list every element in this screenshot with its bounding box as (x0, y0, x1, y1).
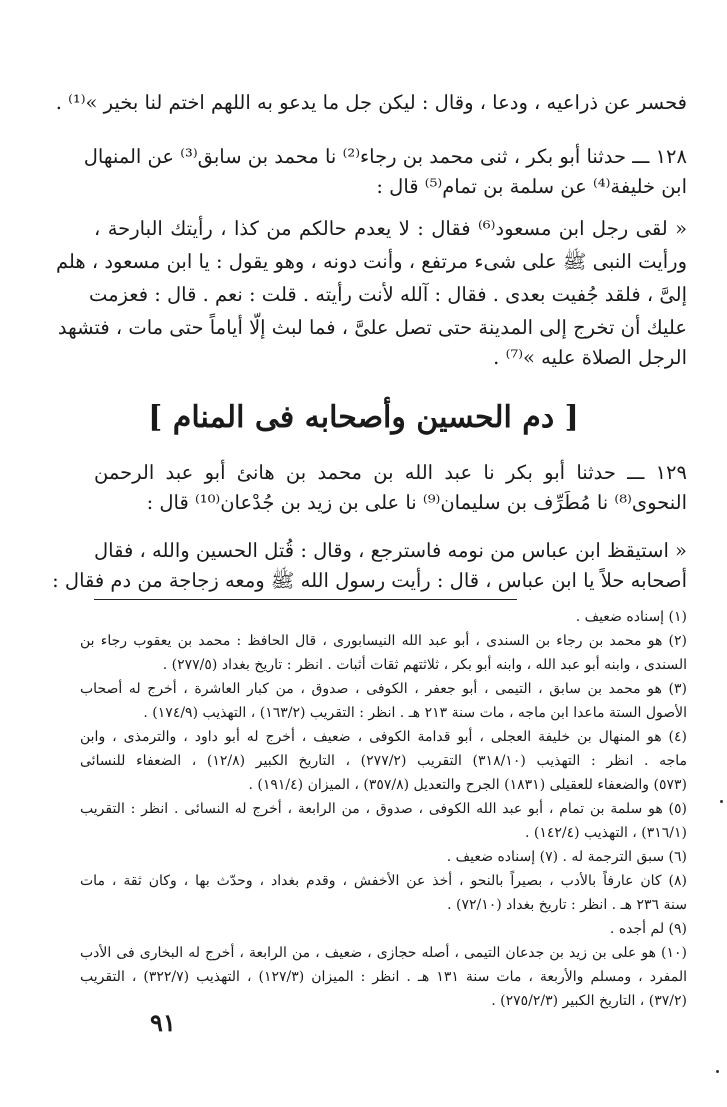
hadith-129-text-line-1: « استيقظ ابن عباس من نومه فاسترجع ، وقال : قُتل الحسين والله ، فقال (94, 539, 687, 562)
footnote-5-line-1: (٥) هو سلمة بن تمام ، أبو عبد الله الكوفى ، صدوق ، من الرابعة ، أخرج له النسائى . انظر : التقريب (80, 801, 687, 817)
footnote-4-line-2: ماجه . انظر : التهذيب (٣١٨/١٠) التقريب (٢٧٧/٢) ، التاريخ الكبير (١٢/٨) ، الضعفاء للنسائى (80, 753, 688, 769)
section-title: [ دم الحسين وأصحابه فى المنام ] (148, 400, 579, 435)
footnote-9: (٩) لم أجده . (609, 921, 687, 937)
footnote-4-line-1: (٤) هو المنهال بن خليفة العجلى ، أبو قدامة الكوفى ، ضعيف ، أخرج له أبو داود ، والترمذى ، وابن (80, 729, 687, 745)
footnote-10-line-1: (١٠) هو على بن زيد بن جدعان التيمى ، أصله حجازى ، ضعيف ، من الرابعة ، أخرج له البخارى فى الأدب (80, 945, 687, 961)
footnote-3-line-2: الأصول الستة ماعدا ابن ماجه ، مات سنة ٢١٣ هـ . انظر : التقريب (١٦٣/٢) ، التهذيب (١٧٤/٩) . (143, 705, 687, 721)
footnote-separator (94, 599, 517, 600)
footnote-10-line-2: المفرد ، ومسلم والأربعة ، مات سنة ١٣١ هـ . انظر : الميزان (١٢٧/٣) ، التهذيب (٣٢٢/٧) ، التقريب (80, 969, 687, 985)
hadith-129-text-line-2: أصحابه حلاً يا ابن عباس ، قال : رأيت رسول الله ﷺ ومعه زجاجة من دم فقال : (52, 569, 687, 592)
footnote-4-line-3: (٥٧٣) والضعفاء للعقيلى (١٨٣١) الجرح والتعديل (٣٥٧/٨) ، الميزان (١٩١/٤) . (248, 777, 687, 793)
hadith-128-line-2: ابن خليفة⁽⁴⁾ عن سلمة بن تمام⁽⁵⁾ قال : (376, 175, 687, 198)
hadith-129-line-2: النحوى⁽⁸⁾ نا مُطَرِّف بن سليمان⁽⁹⁾ نا على بن زيد بن جُدْعان⁽¹⁰⁾ قال : (146, 491, 687, 514)
page-number: ٩١ (150, 1008, 176, 1037)
footnote-8-line-1: (٨) كان عارفاً بالأدب ، بصيراً بالنحو ، أخذ عن الأخفش ، وقدم بغداد ، وحدّث بها ، وكان ثقة ، مات (80, 873, 687, 889)
hadith-128-line-1: ١٢٨ ـــ حدثنا أبو بكر ، ثنى محمد بن رجاء⁽²⁾ نا محمد بن سابق⁽³⁾ عن المنهال (83, 145, 687, 168)
scan-speck (720, 800, 723, 803)
hadith-128-text-line-3: إلىَّ ، فلقد جُفيت بعدى . فقال : آلله لأنت رأيته . قلت : نعم . قال : فعزمت (88, 283, 687, 306)
text-line-1: فحسر عن ذراعيه ، ودعا ، وقال : ليكن جل ما يدعو به اللهم اختم لنا بخير »⁽¹⁾ . (55, 91, 687, 114)
scan-speck (716, 1070, 719, 1073)
footnote-3-line-1: (٣) هو محمد بن سابق ، التيمى ، أبو جعفر ، الكوفى ، صدوق ، من كبار العاشرة ، أخرج له أصحاب (80, 681, 687, 697)
hadith-128-text-line-4: عليك أن تخرج إلى المدينة حتى تصل علىَّ ، فما لبث إلّا أياماً حتى مات ، فتشهد (57, 316, 687, 339)
footnote-8-line-2: سنة ٢٣٦ هـ . انظر : تاريخ بغداد (٧٢/١٠) . (447, 897, 687, 913)
hadith-128-text-line-2: ورأيت النبى ﷺ على شىء مرتفع ، وأنت دونه ، وهو يقول : يا ابن مسعود ، هلم (55, 250, 687, 273)
footnote-2-line-2: السندى ، وابنه أبو عبد الله ، وابنه أبو بكر ، ثلاثتهم ثقات أثبات . انظر : تاريخ بغداد (٢٧٧/٥) . (162, 657, 687, 673)
hadith-129-line-1: ١٢٩ ـــ حدثنا أبو بكر نا عبد الله بن محمد بن هانئ أبو عبد الرحمن (94, 461, 687, 484)
hadith-128-text-line-1: « لقى رجل ابن مسعود⁽⁶⁾ فقال : لا يعدم حالكم من كذا ، رأيتك البارحة ، (94, 217, 687, 240)
footnote-6-7: (٦) سبق الترجمة له . (٧) إسناده ضعيف . (446, 849, 687, 865)
footnote-2-line-1: (٢) هو محمد بن رجاء بن السندى ، أبو عبد الله النيسابورى ، قال الحافظ : محمد بن يعقوب رجاء بن (80, 633, 687, 649)
hadith-128-text-line-5: الرجل الصلاة عليه »⁽⁷⁾ . (493, 346, 687, 369)
footnote-10-line-3: (٣٧/٢) ، التاريخ الكبير (٢٧٥/٢/٣) . (491, 993, 687, 1009)
footnote-1: (١) إسناده ضعيف . (575, 609, 687, 625)
footnote-5-line-2: (٣١٦/١) ، التهذيب (١٤٢/٤) . (524, 825, 687, 841)
